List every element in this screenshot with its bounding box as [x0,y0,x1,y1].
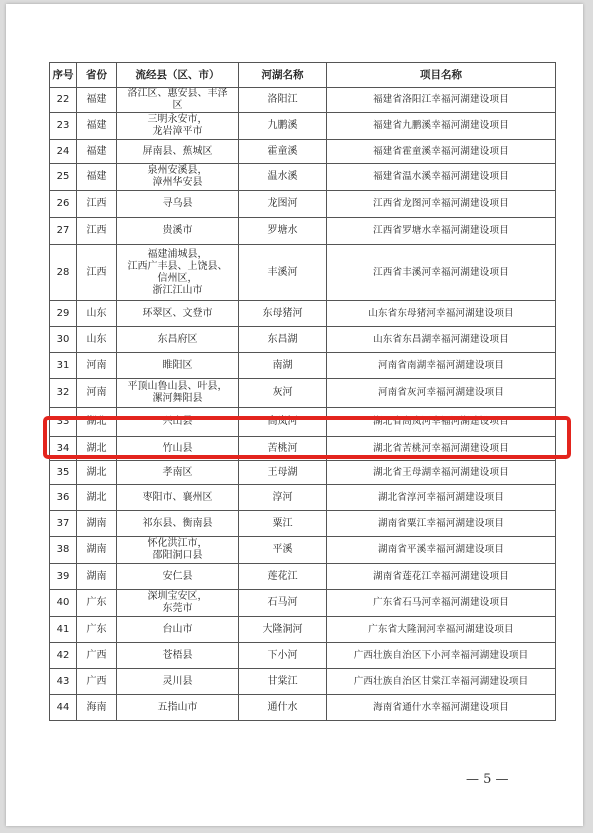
cell-province: 江西 [77,245,117,301]
header-county: 流经县（区、市） [117,63,239,88]
cell-river: 东昌湖 [239,327,327,353]
cell-project: 广东省石马河幸福河湖建设项目 [327,590,556,617]
county-line: 江西广丰县、上饶县、 [127,260,228,272]
cell-river: 粟江 [239,511,327,537]
cell-county [117,617,239,643]
table-row [50,327,556,353]
county-line: 东昌府区 [157,333,198,345]
cell-province: 广东 [77,617,117,643]
cell-project: 广西壮族自治区甘棠江幸福河湖建设项目 [327,669,556,695]
cell-river: 苦桃河 [239,437,327,461]
table-row [50,437,556,461]
cell-province: 广东 [77,590,117,617]
cell-no: 37 [50,511,77,537]
cell-county [117,537,239,564]
county-line: 安仁县 [162,570,193,582]
table-header-row [50,63,556,88]
cell-project: 福建省洛阳江幸福河湖建设项目 [327,88,556,113]
cell-county [117,327,239,353]
cell-no: 39 [50,564,77,590]
county-line: 信州区， [157,272,198,284]
county-line: 祁东县、衡南县 [142,517,213,529]
cell-project: 福建省九鹏溪幸福河湖建设项目 [327,113,556,140]
cell-river: 甘棠江 [239,669,327,695]
cell-river: 王母湖 [239,461,327,485]
cell-county [117,461,239,485]
cell-county [117,669,239,695]
cell-no: 22 [50,88,77,113]
cell-river: 东母猪河 [239,301,327,327]
cell-county [117,191,239,218]
county-line: 竹山县 [162,442,193,454]
county-line: 苍梧县 [162,649,193,661]
cell-project: 福建省霍童溪幸福河湖建设项目 [327,140,556,164]
table-row [50,590,556,617]
county-line: 台山市 [162,623,193,635]
cell-project: 广西壮族自治区下小河幸福河湖建设项目 [327,643,556,669]
cell-project: 广东省大隆洞河幸福河湖建设项目 [327,617,556,643]
cell-province: 福建 [77,140,117,164]
cell-county [117,245,239,301]
cell-province: 福建 [77,113,117,140]
cell-project: 福建省温水溪幸福河湖建设项目 [327,164,556,191]
cell-river: 洛阳江 [239,88,327,113]
table-row [50,564,556,590]
cell-no: 31 [50,353,77,379]
cell-county [117,564,239,590]
cell-river: 莲花江 [239,564,327,590]
cell-no: 23 [50,113,77,140]
table-row [50,669,556,695]
cell-project: 江西省丰溪河幸福河湖建设项目 [327,245,556,301]
cell-county [117,485,239,511]
table-body [50,88,556,721]
cell-county [117,301,239,327]
county-line: 平顶山鲁山县、叶县， [127,381,228,392]
cell-project: 江西省龙图河幸福河湖建设项目 [327,191,556,218]
cell-province: 湖南 [77,511,117,537]
cell-county [117,88,239,113]
cell-river: 淳河 [239,485,327,511]
table-row [50,695,556,721]
table-row [50,301,556,327]
cell-no: 43 [50,669,77,695]
cell-project: 山东省东昌湖幸福河湖建设项目 [327,327,556,353]
cell-no: 29 [50,301,77,327]
header-river: 河湖名称 [239,63,327,88]
county-line: 漳州华安县 [152,177,203,188]
county-line: 龙岩漳平市 [152,126,203,137]
cell-no: 28 [50,245,77,301]
cell-no: 42 [50,643,77,669]
table-row [50,191,556,218]
cell-province: 湖北 [77,461,117,485]
cell-county [117,113,239,140]
cell-no: 41 [50,617,77,643]
table-row [50,379,556,408]
cell-river: 下小河 [239,643,327,669]
cell-county [117,164,239,191]
cell-project: 山东省东母猪河幸福河湖建设项目 [327,301,556,327]
county-line: 东莞市 [162,603,193,614]
cell-project: 江西省罗塘水幸福河湖建设项目 [327,218,556,245]
cell-project: 湖北省王母湖幸福河湖建设项目 [327,461,556,485]
cell-province: 江西 [77,191,117,218]
cell-county [117,408,239,437]
cell-county [117,643,239,669]
cell-river: 石马河 [239,590,327,617]
cell-river: 通什水 [239,695,327,721]
cell-no: 34 [50,437,77,461]
header-province: 省份 [77,63,117,88]
county-line: 孝南区 [162,466,193,478]
table-row [50,617,556,643]
table-row [50,485,556,511]
document-page [6,4,583,826]
cell-river: 温水溪 [239,164,327,191]
cell-no: 24 [50,140,77,164]
cell-no: 27 [50,218,77,245]
cell-no: 25 [50,164,77,191]
table-row [50,643,556,669]
county-line: 兴山县 [162,416,193,427]
county-line: 深圳宝安区， [147,591,208,602]
cell-province: 山东 [77,301,117,327]
table-row [50,353,556,379]
cell-no: 40 [50,590,77,617]
cell-river: 大隆洞河 [239,617,327,643]
cell-county [117,437,239,461]
county-line: 五指山市 [157,701,198,713]
cell-no: 30 [50,327,77,353]
county-line: 屏南县、蕉城区 [142,145,213,157]
cell-no: 33 [50,408,77,437]
cell-river: 丰溪河 [239,245,327,301]
cell-province: 广西 [77,643,117,669]
table-row [50,408,556,437]
cell-province: 海南 [77,695,117,721]
cell-river: 罗塘水 [239,218,327,245]
table-row [50,461,556,485]
cell-river: 高岚河 [239,408,327,437]
county-line: 灵川县 [162,675,193,687]
cell-province: 湖北 [77,437,117,461]
cell-river: 灰河 [239,379,327,408]
cell-province: 河南 [77,353,117,379]
cell-no: 36 [50,485,77,511]
table-row [50,245,556,301]
header-no: 序号 [50,63,77,88]
cell-river: 九鹏溪 [239,113,327,140]
cell-county [117,353,239,379]
cell-no: 38 [50,537,77,564]
county-line: 漯河舞阳县 [152,393,203,404]
cell-province: 湖北 [77,485,117,511]
table-row [50,140,556,164]
table-row [50,113,556,140]
cell-province: 福建 [77,88,117,113]
project-table [49,62,556,721]
cell-project: 湖北省高岚河幸福河湖建设项目 [327,408,556,437]
table-row [50,218,556,245]
county-line: 枣阳市、襄州区 [142,491,213,503]
cell-project: 河南省灰河幸福河湖建设项目 [327,379,556,408]
cell-county [117,695,239,721]
county-line: 怀化洪江市， [147,538,208,549]
cell-project: 湖南省莲花江幸福河湖建设项目 [327,564,556,590]
table-row [50,164,556,191]
cell-province: 湖北 [77,408,117,437]
county-line: 洛江区、惠安县、丰泽 [127,88,228,99]
header-project: 项目名称 [327,63,556,88]
table-row [50,537,556,564]
cell-project: 湖南省平溪幸福河湖建设项目 [327,537,556,564]
county-line: 寻乌县 [162,198,193,209]
cell-county [117,140,239,164]
county-line: 泉州安溪县， [147,165,208,176]
cell-province: 河南 [77,379,117,408]
cell-river: 霍童溪 [239,140,327,164]
county-line: 浙江江山市 [152,284,203,296]
county-line: 睢阳区 [162,359,193,371]
cell-county [117,511,239,537]
county-line: 环翠区、文登市 [142,307,213,319]
county-line: 福建浦城县， [147,248,208,260]
cell-project: 湖南省粟江幸福河湖建设项目 [327,511,556,537]
table-row [50,88,556,113]
county-line: 邵阳洞口县 [152,550,203,561]
cell-no: 26 [50,191,77,218]
cell-river: 平溪 [239,537,327,564]
cell-province: 福建 [77,164,117,191]
cell-project: 湖北省苦桃河幸福河湖建设项目 [327,437,556,461]
page-number: — 5 — [466,772,509,787]
cell-project: 河南省南湖幸福河湖建设项目 [327,353,556,379]
cell-no: 44 [50,695,77,721]
table-row [50,511,556,537]
cell-province: 广西 [77,669,117,695]
county-line: 区 [172,100,183,111]
cell-project: 湖北省淳河幸福河湖建设项目 [327,485,556,511]
county-line: 贵溪市 [162,225,193,236]
cell-river: 龙图河 [239,191,327,218]
cell-county [117,218,239,245]
cell-no: 35 [50,461,77,485]
cell-province: 山东 [77,327,117,353]
cell-county [117,379,239,408]
cell-county [117,590,239,617]
cell-province: 湖南 [77,537,117,564]
cell-province: 江西 [77,218,117,245]
cell-no: 32 [50,379,77,408]
county-line: 三明永安市， [147,114,208,125]
cell-river: 南湖 [239,353,327,379]
cell-project: 海南省通什水幸福河湖建设项目 [327,695,556,721]
cell-province: 湖南 [77,564,117,590]
